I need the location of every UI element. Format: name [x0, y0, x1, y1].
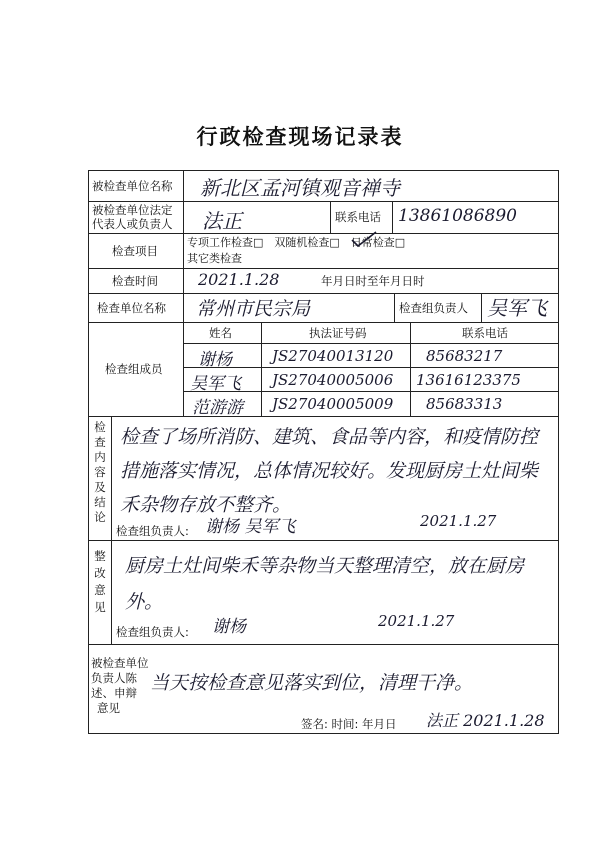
member-3-phone: 85683313	[426, 395, 503, 413]
label-findings-vertical: 检查内容及结论	[94, 420, 106, 524]
findings-sign-names: 谢杨 吴军飞	[205, 517, 296, 537]
col-header-name: 姓名	[209, 326, 232, 340]
label-rectify-leader-sign: 检查组负责人:	[116, 625, 189, 639]
member-3-cert: JS27040005009	[272, 395, 394, 413]
label-legal-rep-line2: 代表人或负责人	[92, 217, 173, 231]
col-header-phone: 联系电话	[462, 326, 508, 340]
rule-5	[88, 322, 559, 323]
rule-member-1	[183, 367, 559, 368]
rule-bottom	[88, 733, 559, 734]
label-inspection-item: 检查项目	[112, 244, 158, 258]
rule-vertical-label-col	[111, 416, 112, 644]
label-findings-leader-sign: 检查组负责人:	[116, 524, 189, 538]
col-header-cert: 执法证号码	[309, 326, 367, 340]
rule-phone-right	[392, 201, 393, 233]
value-inspection-time: 2021.1.28	[198, 270, 280, 289]
rule-top	[88, 170, 559, 171]
value-statement: 当天按检查意见落实到位，清理干净。	[150, 672, 474, 694]
rule-3	[88, 268, 559, 269]
value-inspecting-unit: 常州市民宗局	[196, 298, 311, 320]
rule-label-col	[183, 170, 184, 416]
member-2-cert: JS27040005006	[272, 371, 394, 389]
findings-date: 2021.1.27	[420, 512, 497, 530]
member-1-phone: 85683217	[426, 347, 503, 365]
label-legal-rep-line1: 被检查单位法定	[92, 203, 173, 217]
label-inspection-time: 检查时间	[112, 274, 158, 288]
label-statement-line4: 意见	[97, 701, 120, 715]
rule-leader-right	[481, 293, 482, 322]
value-team-leader: 吴军飞	[487, 296, 547, 320]
value-phone: 13861086890	[398, 206, 517, 226]
rule-left	[88, 170, 89, 733]
value-inspected-unit: 新北区孟河镇观音禅寺	[200, 176, 400, 200]
member-2-name: 吴军飞	[190, 374, 241, 394]
rule-right	[558, 170, 559, 733]
inspection-item-other: 其它类检查	[187, 252, 242, 265]
inspection-item-options: 专项工作检查□ 双随机检查□ 日常检查□	[187, 236, 406, 249]
value-legal-rep: 法正	[202, 209, 242, 233]
member-1-cert: JS27040013120	[272, 347, 394, 365]
rule-leader-left	[394, 293, 395, 322]
form-title: 行政检查现场记录表	[196, 124, 404, 149]
rule-members-col1	[261, 322, 262, 416]
rule-7	[88, 540, 559, 541]
inspection-time-suffix: 年月日时至年月日时	[321, 274, 425, 288]
member-3-name: 范游游	[192, 398, 243, 418]
value-rectification: 厨房土灶间柴禾等杂物当天整理清空，放在厨房外。	[125, 555, 525, 613]
label-statement-line2: 负责人陈	[91, 671, 137, 685]
rule-members-header	[183, 343, 559, 344]
label-statement-line3: 述、申辩	[91, 686, 137, 700]
label-rectify-vertical: 整改意见	[94, 549, 106, 614]
member-2-phone: 13616123375	[416, 371, 521, 389]
rule-6	[88, 416, 559, 417]
rule-8	[88, 644, 559, 645]
rule-members-col2	[410, 322, 411, 416]
rule-2	[88, 233, 559, 234]
rule-1	[88, 201, 559, 202]
rectify-sign-name: 谢杨	[212, 617, 246, 637]
label-phone: 联系电话	[335, 210, 381, 224]
rule-phone-left	[330, 201, 331, 233]
label-statement-line1: 被检查单位	[91, 656, 149, 670]
statement-signature: 法正 2021.1.28	[426, 711, 545, 730]
label-inspecting-unit: 检查单位名称	[97, 301, 166, 315]
label-inspected-unit: 被检查单位名称	[92, 179, 173, 193]
member-1-name: 谢杨	[198, 350, 232, 370]
label-team-members: 检查组成员	[105, 362, 163, 376]
label-team-leader: 检查组负责人	[399, 301, 468, 315]
rectify-date: 2021.1.27	[378, 612, 455, 630]
checkmark-icon	[350, 230, 378, 248]
label-statement-sign: 签名: 时间: 年月日	[301, 717, 397, 731]
value-findings: 检查了场所消防、建筑、食品等内容，和疫情防控措施落实情况，总体情况较好。发现厨房土灶间柴禾杂物存放不整齐。	[120, 426, 539, 516]
